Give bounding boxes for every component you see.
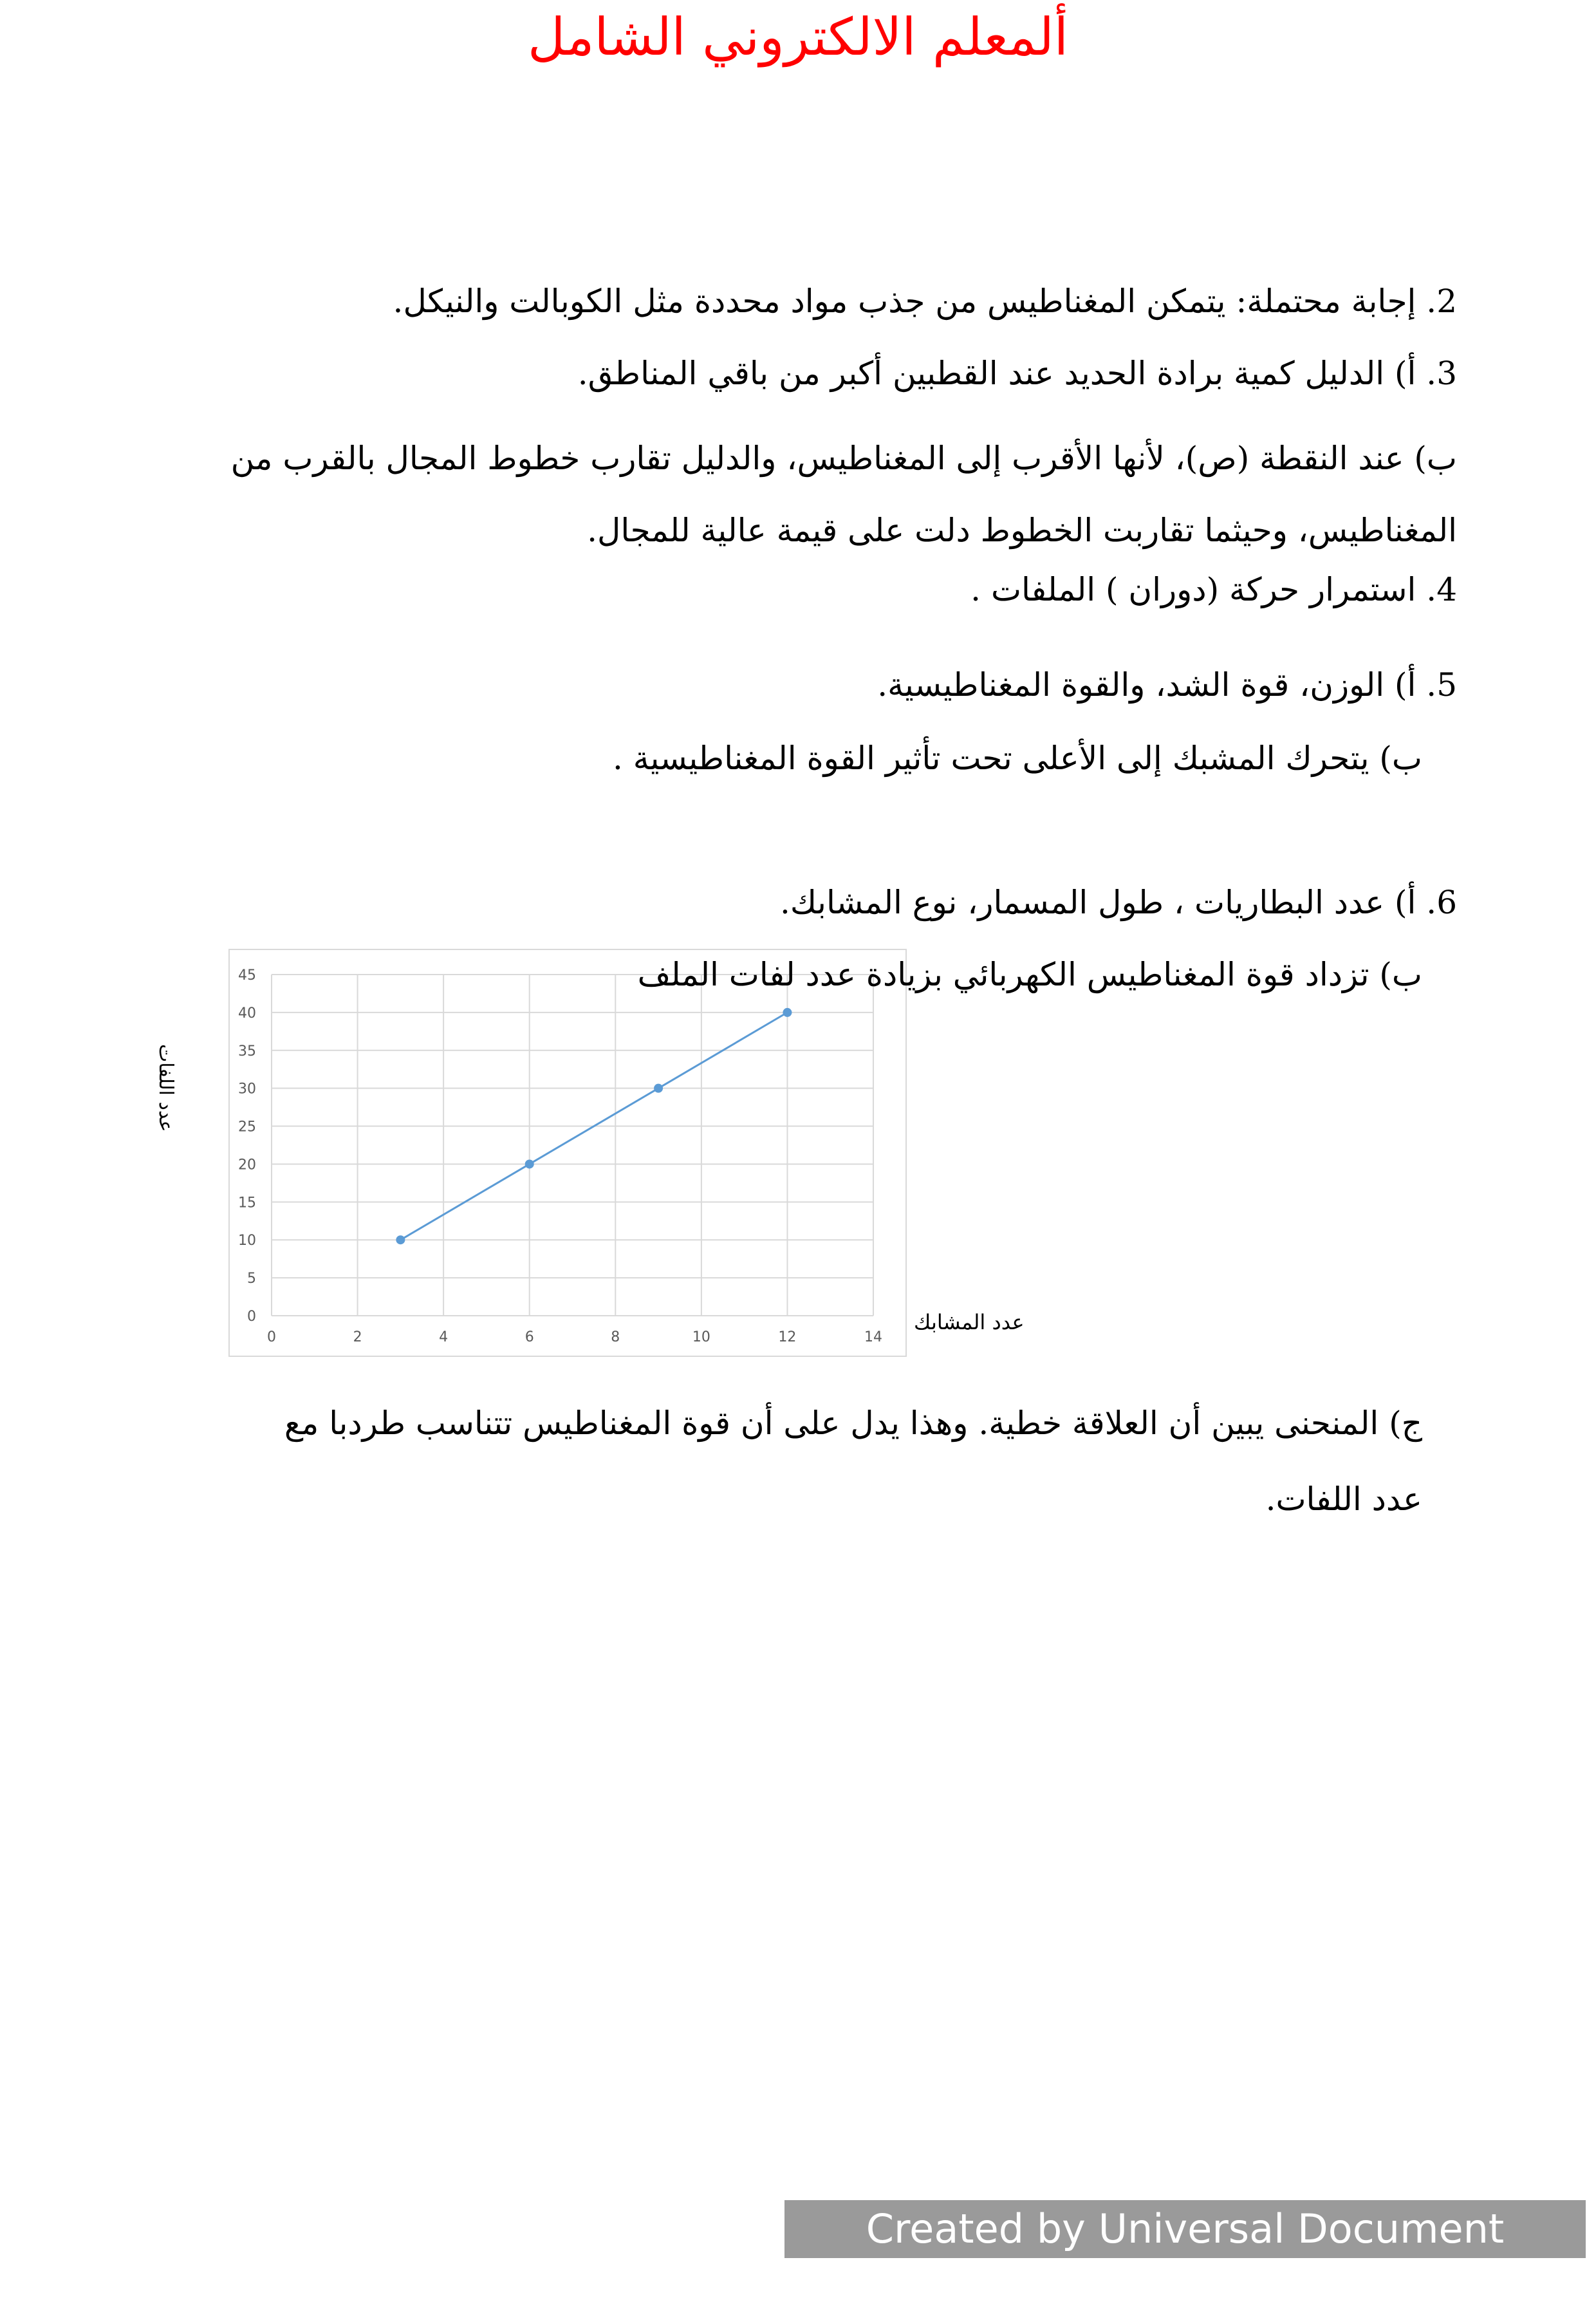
chart-y-tick-label: 20	[238, 1157, 256, 1173]
chart-x-tick-label: 14	[864, 1329, 882, 1345]
answer-5a: 5. أ) الوزن، قوة الشد، والقوة المغناطيسية.	[877, 666, 1457, 704]
chart-y-tick-label: 40	[238, 1005, 256, 1022]
answer-3a: 3. أ) الدليل كمية برادة الحديد عند القطبين أكبر من باقي المناطق.	[577, 355, 1457, 392]
chart-x-tick-label: 8	[611, 1329, 620, 1345]
chart-y-axis-label: عدد اللفات	[154, 1043, 177, 1132]
chart-y-tick-label: 10	[238, 1233, 256, 1249]
page-title: ألمعلم الالكتروني الشامل	[527, 7, 1069, 67]
answer-2: 2. إجابة محتملة: يتمكن المغناطيس من جذب مواد محددة مثل الكوبالت والنيكل.	[393, 283, 1457, 320]
chart-y-tick-label: 25	[238, 1119, 256, 1135]
chart-plot	[230, 950, 905, 1356]
answer-6b: ب) تزداد قوة المغناطيس الكهربائي بزيادة عدد لفات الملف	[637, 956, 1422, 993]
chart-y-tick-label: 35	[238, 1043, 256, 1060]
chart-y-tick-label: 5	[247, 1271, 256, 1287]
chart-x-tick-label: 0	[267, 1329, 276, 1345]
chart-x-tick-label: 6	[524, 1329, 534, 1345]
chart-data-point	[396, 1235, 405, 1244]
chart-data-point	[525, 1159, 534, 1168]
chart-y-tick-label: 15	[238, 1195, 256, 1211]
chart-x-tick-label: 12	[778, 1329, 797, 1345]
chart-y-tick-label: 0	[247, 1309, 256, 1325]
chart-y-tick-label: 45	[238, 967, 256, 984]
chart-x-axis-label: عدد المشابك	[914, 1310, 1025, 1334]
answer-4: 4. استمرار حركة (دوران ) الملفات .	[970, 571, 1457, 608]
chart-x-tick-label: 4	[439, 1329, 449, 1345]
chart	[228, 949, 907, 1357]
chart-data-point	[654, 1084, 663, 1093]
answer-6c: ج) المنحنى يبين أن العلاقة خطية. وهذا يدل على أن قوة المغناطيس تتناسب طردبا مع عدد اللفات.	[284, 1405, 1422, 1518]
chart-x-tick-label: 10	[692, 1329, 710, 1345]
answer-5b: ب) يتحرك المشبك إلى الأعلى تحت تأثير القوة المغناطيسية .	[612, 740, 1422, 777]
chart-data-point	[783, 1008, 792, 1017]
chart-x-tick-label: 2	[353, 1329, 362, 1345]
chart-y-tick-label: 30	[238, 1081, 256, 1097]
watermark-footer: Created by Universal Document Converter	[784, 2200, 1586, 2258]
answer-3b: ب) عند النقطة (ص)، لأنها الأقرب إلى المغناطيس، والدليل تقارب خطوط المجال بالقرب من المغناطيس، وحيثما تقاربت الخطوط دلت على قيمة عالية للمجال.	[230, 440, 1457, 549]
answer-6a: 6. أ) عدد البطاريات ، طول المسمار، نوع المشابك.	[780, 884, 1457, 921]
